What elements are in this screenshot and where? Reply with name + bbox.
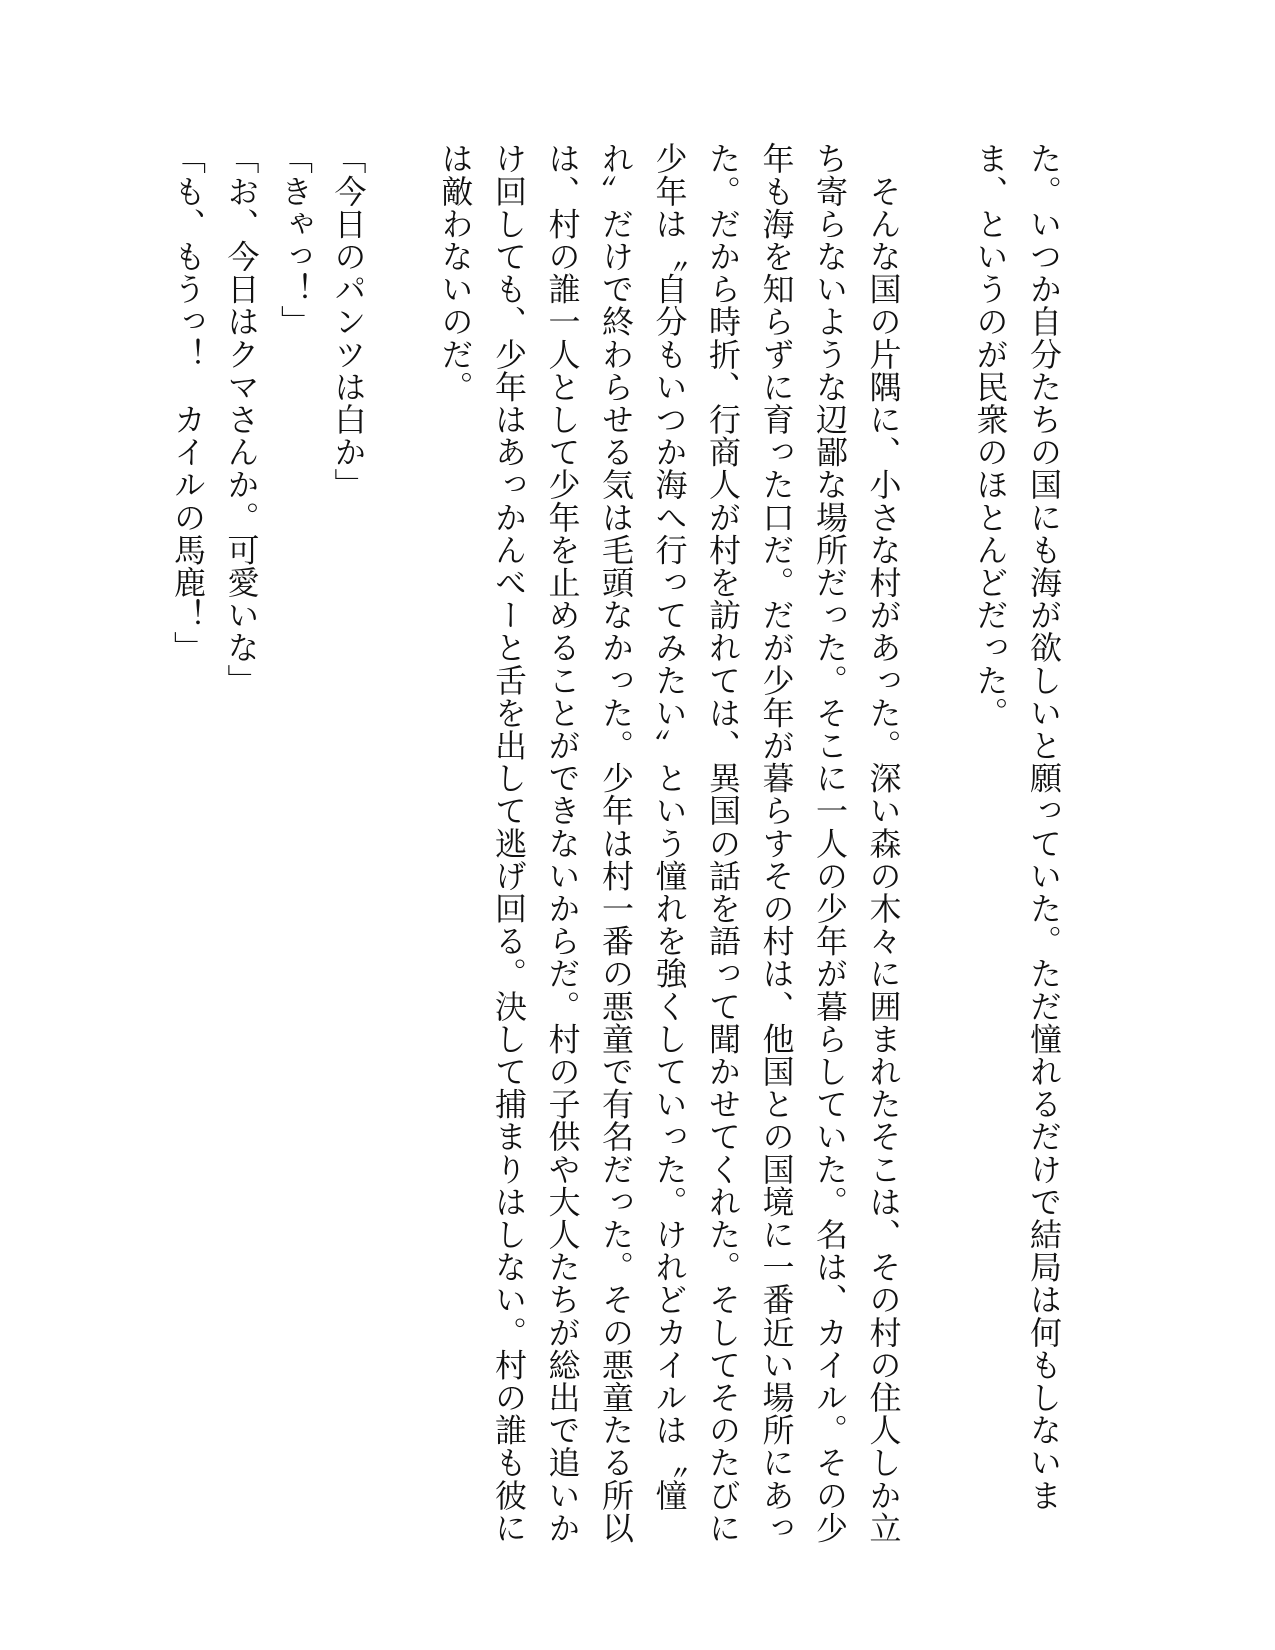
dialogue-line: 「今日のパンツは白か」	[329, 142, 368, 501]
dialogue-line: 「きゃっ！」	[276, 142, 314, 338]
text-line: そんな国の片隅に、小さな村があった。深い森の木々に囲まれたそこは、その村の住人しか立	[864, 142, 903, 1544]
text-line: は敵わないのだ。	[436, 142, 475, 403]
vertical-text-page	[161, 142, 1071, 1544]
dialogue-line: 「お、今日はクマさんか。可愛いな」	[222, 142, 261, 697]
paragraph-break	[375, 142, 429, 1482]
paragraph-break	[910, 142, 964, 1482]
text-line: ま、というのが民衆のほとんどだった。	[971, 142, 1010, 729]
text-line: れ〟だけで終わらせる気は毛頭なかった。少年は村一番の悪童で有名だった。その悪童たる所以	[597, 142, 635, 1544]
text-line: 少年は〝自分もいつか海へ行ってみたい〟という憧れを強くしていった。けれどカイルは〝憧	[650, 142, 689, 1512]
text-line: 年も海を知らずに育った口だ。だが少年が暮らすその村は、他国との国境に一番近い場所にあっ	[757, 142, 796, 1544]
text-line: は、村の誰一人として少年を止めることができないからだ。村の子供や大人たちが総出で追いか	[543, 142, 582, 1544]
text-line: ち寄らないような辺鄙な場所だった。そこに一人の少年が暮らしていた。名は、カイル。その少	[811, 142, 849, 1544]
text-line: け回しても、少年はあっかんべーと舌を出して逃げ回る。決して捕まりはしない。村の誰も彼に	[490, 142, 528, 1544]
text-line: た。だから時折、行商人が村を訪れては、異国の話を語って聞かせてくれた。そしてそのたびに	[704, 142, 742, 1544]
dialogue-line: 「も、もうっ！ カイルの馬鹿！」	[169, 142, 207, 664]
text-line: た。いつか自分たちの国にも海が欲しいと願っていた。ただ憧れるだけで結局は何もしないま	[1025, 142, 1063, 1512]
